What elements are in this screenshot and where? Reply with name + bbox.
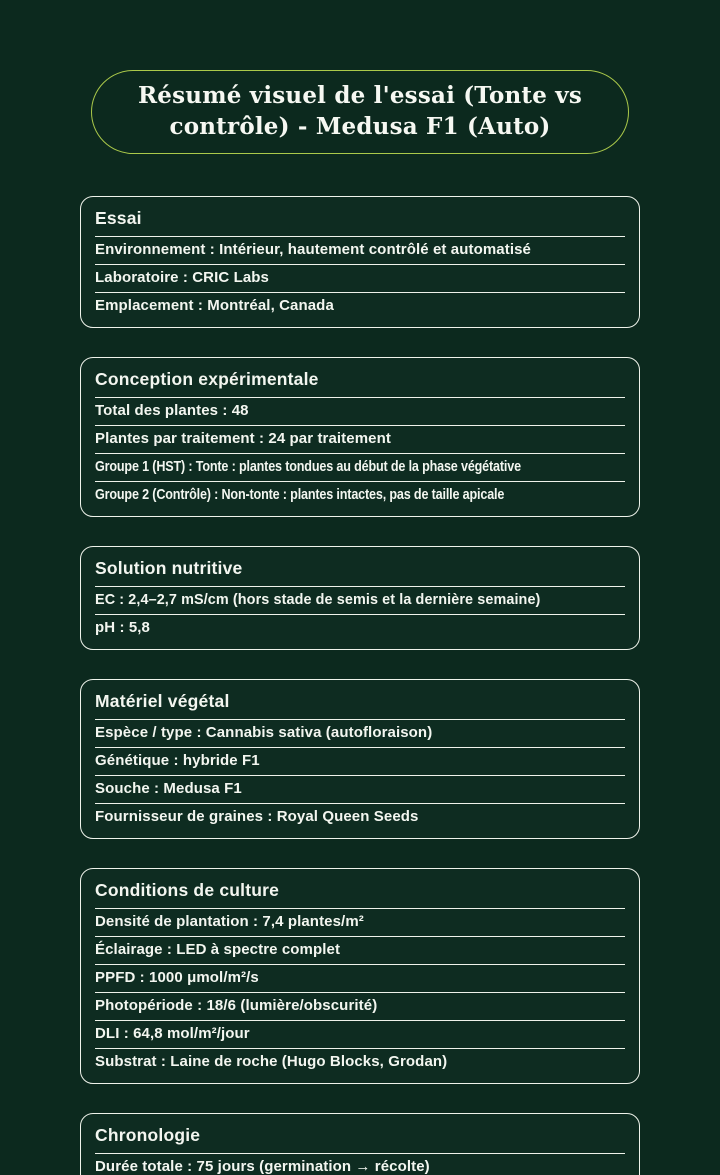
- card-title: Matériel végétal: [95, 687, 625, 720]
- info-row: [95, 776, 625, 804]
- info-row: [95, 1154, 625, 1175]
- card-title: Solution nutritive: [95, 554, 625, 587]
- info-row-text: EC : 2,4–2,7 mS/cm (hors stade de semis et la dernière semaine): [95, 591, 541, 608]
- info-row: [95, 804, 625, 831]
- card-materiel-vegetal: [80, 679, 640, 839]
- card-title: Conditions de culture: [95, 876, 625, 909]
- info-row: [95, 937, 625, 965]
- info-row-text: DLI : 64,8 mol/m²/jour: [95, 1025, 250, 1042]
- info-row-text: Substrat : Laine de roche (Hugo Blocks, Grodan): [95, 1053, 448, 1070]
- info-row-text: Laboratoire : CRIC Labs: [95, 269, 269, 286]
- info-row-text: Emplacement : Montréal, Canada: [95, 297, 334, 314]
- info-row-text: Souche : Medusa F1: [95, 780, 242, 797]
- info-row: [95, 398, 625, 426]
- info-row: [95, 1049, 625, 1076]
- info-row-text: Fournisseur de graines : Royal Queen Seeds: [95, 808, 419, 825]
- card-conditions-de-culture: [80, 868, 640, 1084]
- info-row-text: PPFD : 1000 μmol/m²/s: [95, 969, 259, 986]
- info-row: [95, 426, 625, 454]
- info-row-text: Total des plantes : 48: [95, 402, 249, 419]
- info-row: [95, 237, 625, 265]
- info-row-text: Plantes par traitement : 24 par traitement: [95, 430, 391, 447]
- info-row: [95, 293, 625, 320]
- info-row: [95, 265, 625, 293]
- info-row-text: Densité de plantation : 7,4 plantes/m²: [95, 913, 364, 930]
- info-row: [95, 454, 625, 482]
- card-solution-nutritive: [80, 546, 640, 650]
- page-title-line-2: contrôle) - Medusa F1 (Auto): [169, 113, 551, 140]
- info-row-text: Photopériode : 18/6 (lumière/obscurité): [95, 997, 378, 1014]
- info-row-text: Éclairage : LED à spectre complet: [95, 941, 341, 958]
- card-chronologie: [80, 1113, 640, 1175]
- info-row: [95, 748, 625, 776]
- card-conception-experimentale: [80, 357, 640, 517]
- info-row: [95, 909, 625, 937]
- info-row-text: Environnement : Intérieur, hautement contrôlé et automatisé: [95, 241, 531, 258]
- page-title: [91, 70, 629, 154]
- info-row: [95, 1021, 625, 1049]
- info-row-text: Génétique : hybride F1: [95, 752, 260, 769]
- info-row: [95, 482, 625, 509]
- info-row-text: pH : 5,8: [95, 619, 150, 636]
- info-row-text: Durée totale : 75 jours (germination → récolte): [95, 1158, 430, 1175]
- info-row: [95, 720, 625, 748]
- info-row: [95, 587, 625, 615]
- card-essai: [80, 196, 640, 328]
- page-title-line-1: Résumé visuel de l'essai (Tonte vs: [137, 82, 583, 109]
- info-row-text: Espèce / type : Cannabis sativa (autofloraison): [95, 724, 433, 741]
- info-row-text: Groupe 2 (Contrôle) : Non-tonte : plantes intactes, pas de taille apicale: [95, 486, 505, 503]
- card-title: Essai: [95, 204, 625, 237]
- info-row: [95, 993, 625, 1021]
- info-row-text: Groupe 1 (HST) : Tonte : plantes tondues au début de la phase végétative: [95, 458, 521, 475]
- card-title: Chronologie: [95, 1121, 625, 1154]
- card-title: Conception expérimentale: [95, 365, 625, 398]
- info-row: [95, 965, 625, 993]
- info-row: [95, 615, 625, 642]
